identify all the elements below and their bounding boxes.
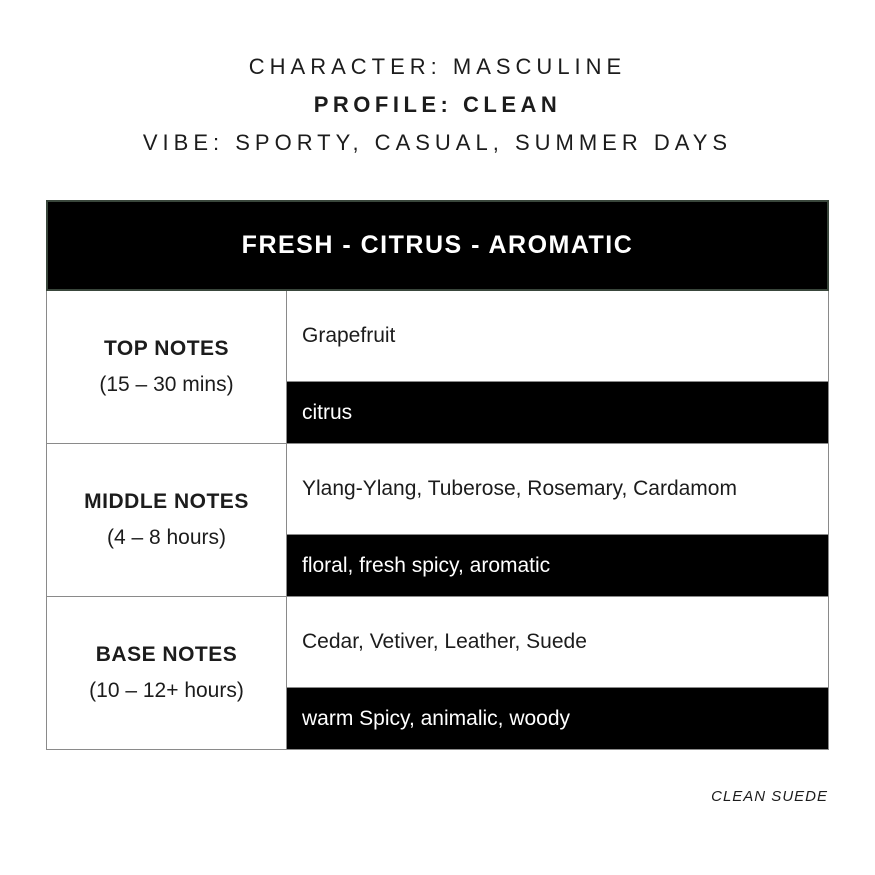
row-notes: Grapefruit bbox=[287, 291, 828, 381]
row-duration: (4 – 8 hours) bbox=[106, 526, 227, 549]
row-notes: Ylang-Ylang, Tuberose, Rosemary, Cardamom bbox=[287, 444, 828, 534]
accord-title-header: FRESH - CITRUS - AROMATIC bbox=[46, 200, 829, 291]
meta-block bbox=[0, 56, 875, 170]
row-label: MIDDLE NOTES bbox=[84, 490, 249, 513]
notes-table bbox=[46, 200, 829, 750]
profile-line: PROFILE: CLEAN bbox=[313, 92, 562, 117]
row-duration: (15 – 30 mins) bbox=[99, 373, 234, 396]
top-notes-label-cell bbox=[47, 291, 287, 443]
fragrance-name: CLEAN SUEDE bbox=[711, 788, 828, 805]
row-duration: (10 – 12+ hours) bbox=[89, 679, 244, 702]
row-accords-bar: warm Spicy, animalic, woody bbox=[287, 687, 828, 749]
row-accords-bar: floral, fresh spicy, aromatic bbox=[287, 534, 828, 596]
base-notes-content-cell bbox=[287, 597, 828, 749]
character-line: CHARACTER: MASCULINE bbox=[248, 54, 627, 79]
row-label: BASE NOTES bbox=[95, 643, 238, 666]
base-notes-label-cell bbox=[47, 597, 287, 749]
row-accords-bar: citrus bbox=[287, 381, 828, 443]
table-row-top-notes bbox=[46, 291, 829, 444]
row-label: TOP NOTES bbox=[103, 337, 230, 360]
top-notes-content-cell bbox=[287, 291, 828, 443]
middle-notes-content-cell bbox=[287, 444, 828, 596]
table-row-base-notes bbox=[46, 597, 829, 750]
row-notes: Cedar, Vetiver, Leather, Suede bbox=[287, 597, 828, 687]
table-row-middle-notes bbox=[46, 444, 829, 597]
middle-notes-label-cell bbox=[47, 444, 287, 596]
vibe-line: VIBE: SPORTY, CASUAL, SUMMER DAYS bbox=[142, 130, 733, 155]
